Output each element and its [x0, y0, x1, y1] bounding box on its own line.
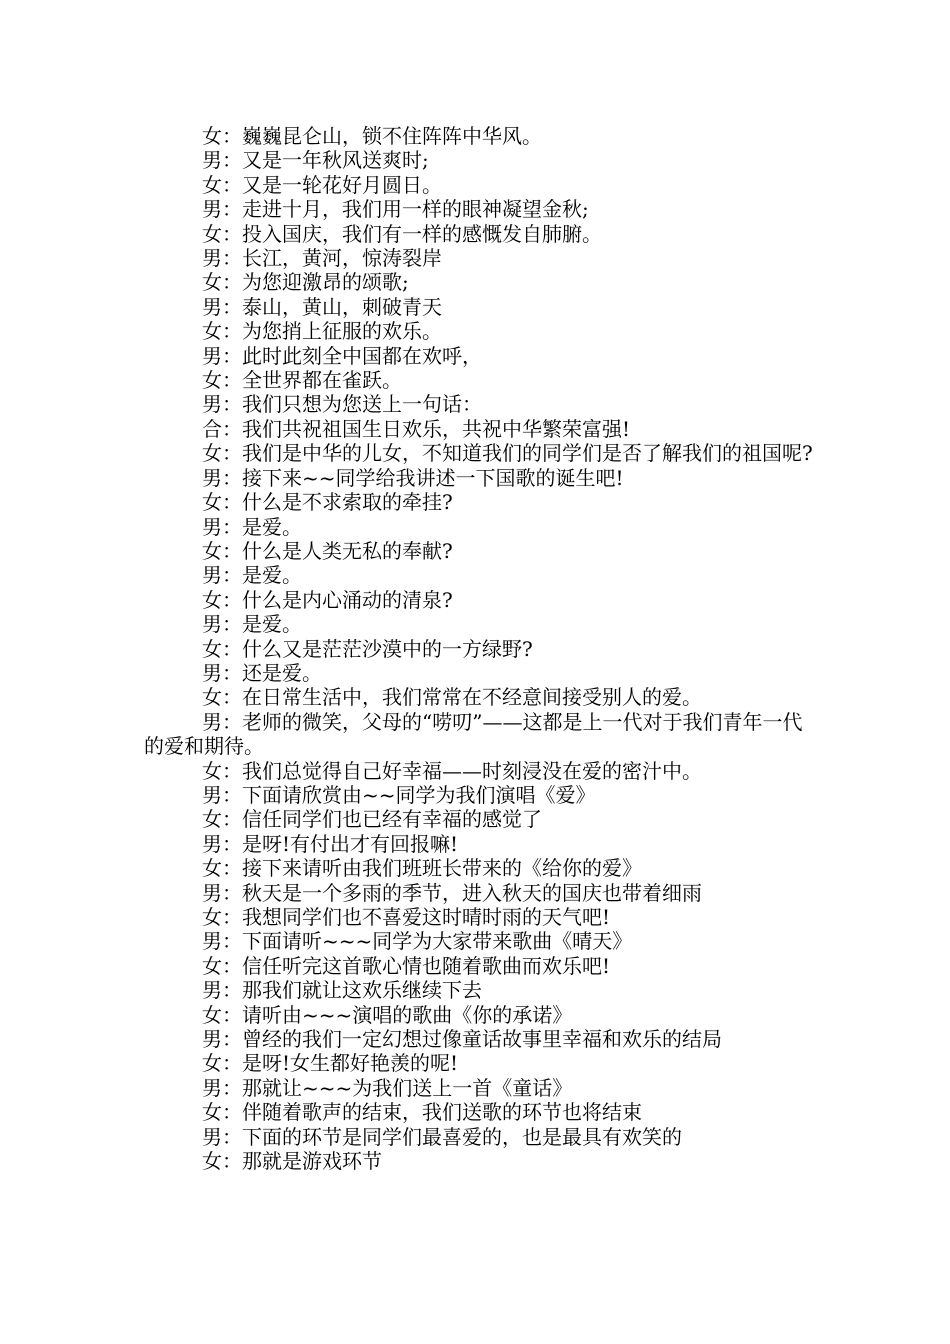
dialogue-line: 男：下面的环节是同学们最喜爱的，也是最具有欢笑的	[202, 1124, 682, 1149]
dialogue-line: 女：我们是中华的儿女，不知道我们的同学们是否了解我们的祖国呢?	[202, 441, 813, 466]
dialogue-line: 女：请听由~~~演唱的歌曲《你的承诺》	[202, 1002, 573, 1027]
dialogue-line: 女：信任听完这首歌心情也随着歌曲而欢乐吧!	[202, 953, 611, 978]
dialogue-line: 男：是呀!有付出才有回报嘛!	[202, 831, 459, 856]
dialogue-line: 男：又是一年秋风送爽时;	[202, 148, 429, 173]
dialogue-line: 女：什么是不求索取的牵挂?	[202, 490, 453, 515]
dialogue-line: 男：曾经的我们一定幻想过像童话故事里幸福和欢乐的结局	[202, 1027, 722, 1052]
dialogue-line: 女：那就是游戏环节	[202, 1149, 382, 1174]
dialogue-line: 男：是爱。	[202, 563, 302, 588]
dialogue-line: 女：投入国庆，我们有一样的感慨发自肺腑。	[202, 221, 602, 246]
dialogue-line: 女：我们总觉得自己好幸福——时刻浸没在爱的密汁中。	[202, 758, 702, 783]
dialogue-line: 男：是爱。	[202, 514, 302, 539]
dialogue-line: 女：信任同学们也已经有幸福的感觉了	[202, 807, 542, 832]
dialogue-line: 男：泰山，黄山，刺破青天	[202, 294, 442, 319]
dialogue-line: 男：下面请听~~~同学为大家带来歌曲《晴天》	[202, 929, 633, 954]
dialogue-line: 男：还是爱。	[202, 660, 322, 685]
dialogue-line: 女：在日常生活中，我们常常在不经意间接受别人的爱。	[202, 685, 702, 710]
dialogue-line: 女：为您捎上征服的欢乐。	[202, 319, 442, 344]
dialogue-line: 男：长江，黄河，惊涛裂岸	[202, 246, 442, 271]
dialogue-line: 女：巍巍昆仑山，锁不住阵阵中华风。	[202, 124, 542, 148]
dialogue-line: 女：我想同学们也不喜爱这时晴时雨的天气吧!	[202, 905, 611, 929]
dialogue-line: 女：是呀!女生都好艳羡的呢!	[202, 1051, 459, 1076]
dialogue-script	[144, 124, 814, 1173]
dialogue-line: 男：老师的微笑，父母的“唠叨”——这都是上一代对于我们青年一代的爱和期待。	[144, 709, 803, 759]
dialogue-line: 男：那就让~~~为我们送上一首《童话》	[202, 1075, 573, 1100]
dialogue-line: 男：下面请欣赏由~~同学为我们演唱《爱》	[202, 782, 596, 807]
dialogue-line: 女：什么又是茫茫沙漠中的一方绿野?	[202, 636, 533, 661]
dialogue-line: 男：走进十月，我们用一样的眼神凝望金秋;	[202, 197, 589, 222]
dialogue-line: 男：此时此刻全中国都在欢呼，	[202, 343, 482, 368]
dialogue-line: 合：我们共祝祖国生日欢乐，共祝中华繁荣富强!	[202, 416, 631, 441]
dialogue-line: 男：秋天是一个多雨的季节，进入秋天的国庆也带着细雨	[202, 880, 702, 905]
dialogue-line: 女：又是一轮花好月圆日。	[202, 172, 442, 197]
dialogue-line: 女：什么是人类无私的奉献?	[202, 538, 453, 563]
dialogue-line: 男：接下来~~同学给我讲述一下国歌的诞生吧!	[202, 465, 624, 490]
dialogue-line: 女：全世界都在雀跃。	[202, 368, 402, 393]
dialogue-line: 女：接下来请听由我们班班长带来的《给你的爱》	[202, 856, 642, 881]
dialogue-line: 女：什么是内心涌动的清泉?	[202, 587, 453, 612]
dialogue-line: 男：是爱。	[202, 612, 302, 637]
dialogue-line: 男：那我们就让这欢乐继续下去	[202, 978, 482, 1003]
dialogue-line: 女：伴随着歌声的结束，我们送歌的环节也将结束	[202, 1100, 642, 1125]
dialogue-line: 女：为您迎激昂的颂歌;	[202, 270, 409, 295]
dialogue-line: 男：我们只想为您送上一句话：	[202, 392, 482, 417]
